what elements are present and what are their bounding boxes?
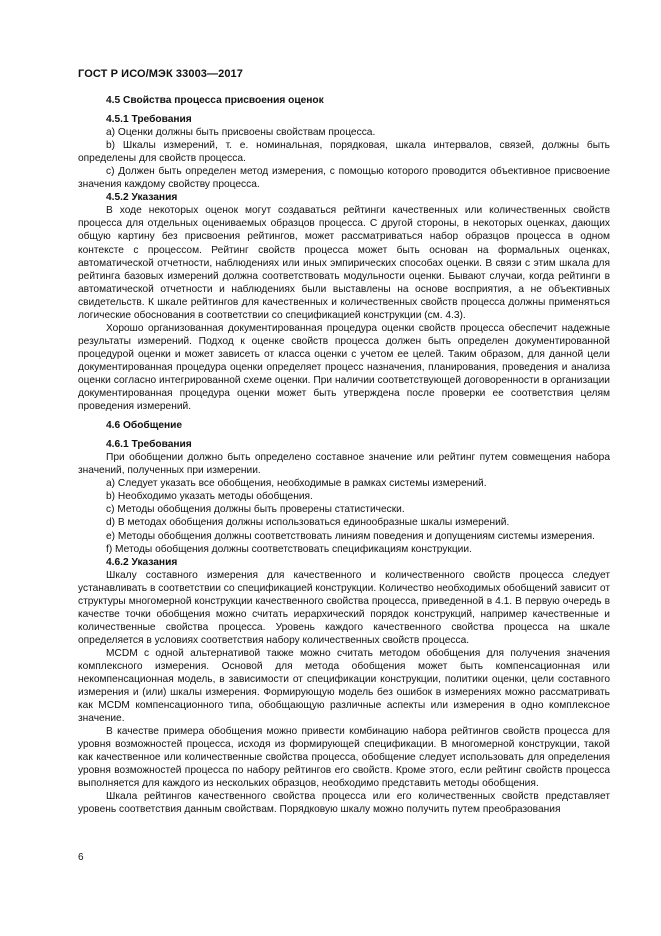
page-body <box>78 94 610 817</box>
section-4-6-2-title: 4.6.2 Указания <box>106 556 178 568</box>
list-item-d: d) В методах обобщения должны использоваться единообразные шкалы измерений. <box>106 517 510 529</box>
list-item-b: b) Необходимо указать методы обобщения. <box>106 491 313 503</box>
paragraph: В качестве примера обобщения можно привести комбинацию набора рейтингов свойств процесса для уровня возможностей процесса, исходя из формирующей спецификации. В многомерной конструкции, такой как качественное или количественные свойства процесса, обобщение следует использовать для определения уровня возможностей процесса по набору рейтингов его свойств. Кроме этого, если рейтинг свойств процесса выполняется для каждого из нескольких образцов, необходимо представить методы обобщения. <box>78 726 610 790</box>
list-item-a: a) Следует указать все обобщения, необходимые в рамках системы измерений. <box>106 478 487 490</box>
page-number: 6 <box>78 852 84 863</box>
standard-header: ГОСТ Р ИСО/МЭК 33003—2017 <box>78 68 243 80</box>
section-4-5-1-title: 4.5.1 Требования <box>106 114 192 126</box>
section-4-5-2-title: 4.5.2 Указания <box>106 192 178 204</box>
paragraph: Хорошо организованная документированная процедура оценки свойств процесса обеспечит надежные результаты измерений. Подход к оценке свойств процесса должен быть определен документированной процедурой оценки и может зависеть от класса оценки с учетом ее целей. Таким образом, для данной цели документированная процедура оценки определяет процесс назначения, планирования, проведения и анализа оценки согласно интегрированной схеме оценки. При наличии соответствующей договоренности в организации документированная процедура оценки может быть утверждена после проверки ее соответствия целям проведения измерений. <box>78 322 610 413</box>
paragraph: В ходе некоторых оценок могут создаваться рейтинги качественных или количественных свойств процесса для отдельных оцениваемых образцов процесса. С другой стороны, в некоторых оценках, дающих общую картину без присвоения рейтингов, может рассматриваться набор образцов процесса в одном контексте с процессом. Рейтинг свойств процесса может быть основан на формальных оценках, автоматической отчетности, наблюдениях или иных эмпирических способах оценки. В связи с этим шкала для рейтинга базовых измерений должна соответствовать модульности оценки. Бывают случаи, когда рейтинги в автоматической отчетности и наблюдениях были выставлены на основе восприятия, а не объективных свидетельств. К шкале рейтингов для качественных и количественных свойств процесса должны применяться логические обоснования в соответствии со спецификацией конструкции (см. 4.3). <box>78 205 610 321</box>
paragraph: Шкала рейтингов качественного свойства процесса или его количественных свойств представляет уровень соответствия данным свойствам. Порядковую шкалу можно получить путем преобразования <box>78 791 610 816</box>
list-item-c: c) Методы обобщения должны быть проверены статистически. <box>106 504 405 516</box>
paragraph: Шкалу составного измерения для качественного и количественного свойств процесса следует устанавливать в соответствии со спецификацией конструкции. Количество необходимых обобщений зависит от структуры многомерной конструкции качественного свойства процесса, приведенной в 4.1. В первую очередь в качестве точки обобщения можно считать иерархический порядок конструкций, например качественные и количественные свойства процесса. Уровень каждого качественного свойства процесса на шкале определяется в условиях соответствия набору количественных свойств процесса. <box>78 569 610 646</box>
section-4-6-title: 4.6 Обобщение <box>106 420 183 432</box>
list-item-e: e) Методы обобщения должны соответствовать линиям поведения и допущениям системы измерения. <box>106 530 595 542</box>
list-item-a: a) Оценки должны быть присвоены свойствам процесса. <box>106 127 376 139</box>
section-4-5-title: 4.5 Свойства процесса присвоения оценок <box>106 95 324 106</box>
section-4-6-1-title: 4.6.1 Требования <box>106 439 192 451</box>
list-item-c: c) Должен быть определен метод измерения, с помощью которого проводится объективное присвоение значения каждому свойству процесса. <box>78 166 610 191</box>
list-item-f: f) Методы обобщения должны соответствовать спецификациям конструкции. <box>106 543 472 555</box>
list-item-b: b) Шкалы измерений, т. е. номинальная, порядковая, шкала интервалов, связей, должны быть определены для свойств процесса. <box>78 140 610 165</box>
paragraph: При обобщении должно быть определено составное значение или рейтинг путем совмещения набора значений, полученных при измерении. <box>78 452 610 477</box>
paragraph: MCDM с одной альтернативой также можно считать методом обобщения для получения значения комплексного измерения. Основой для метода обобщения может быть компенсационная или некомпенсационная модель, в зависимости от спецификации конструкции, политики оценки, цели составного измерения и (или) шкалы измерения. Формирующую модель без ошибок в измерениях можно рассматривать как MCDM компенсационного типа, обобщающую различные аспекты или измерения в одно комплексное значение. <box>78 647 610 725</box>
